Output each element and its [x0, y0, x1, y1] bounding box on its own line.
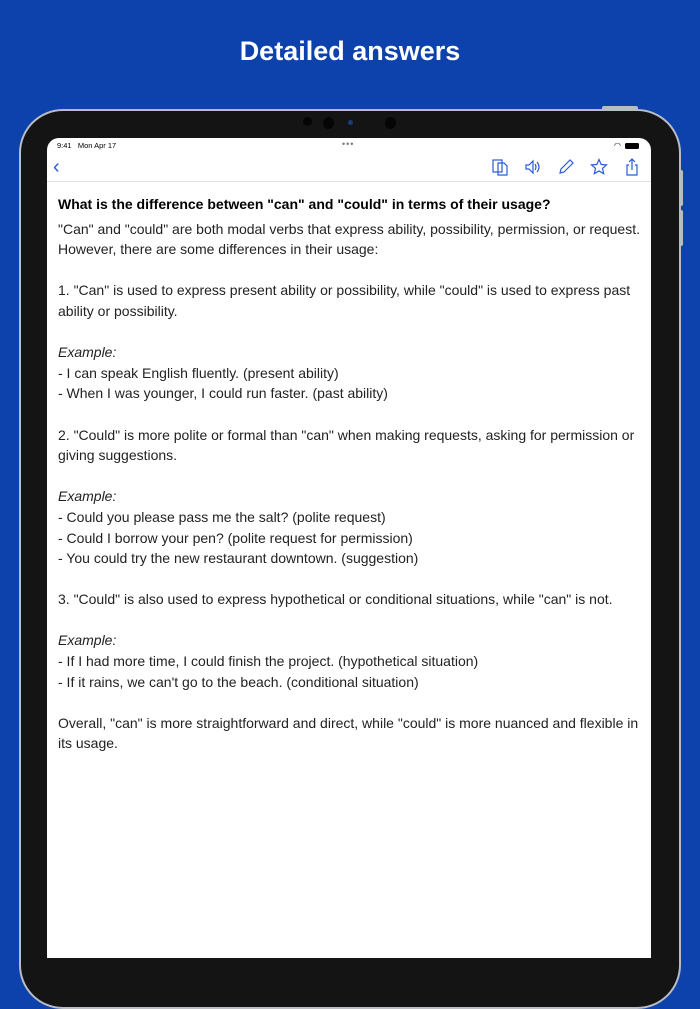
multitask-dots-icon[interactable]: ••• — [342, 139, 355, 149]
camera-sensor — [385, 117, 396, 129]
share-icon[interactable] — [623, 158, 641, 176]
speaker-icon[interactable] — [524, 158, 542, 176]
app-screen — [47, 138, 651, 958]
camera-sensor — [323, 117, 334, 129]
answer-paragraph — [58, 589, 640, 610]
camera-lens — [348, 120, 353, 125]
example-item: - You could try the new restaurant downtown. (suggestion) — [58, 550, 419, 567]
star-icon[interactable] — [590, 158, 608, 176]
example-label: Example: — [58, 488, 117, 505]
answer-paragraph — [58, 219, 640, 260]
battery-icon — [625, 143, 639, 149]
example-item: - Could you please pass me the salt? (polite request) — [58, 508, 386, 525]
question-title: What is the difference between "can" and "could" in terms of their usage? — [58, 196, 551, 212]
status-time: 9:41 — [57, 141, 72, 150]
example-item: - Could I borrow your pen? (polite request for permission) — [58, 529, 413, 546]
paragraph-text: "Can" and "could" are both modal verbs that express ability, possibility, permission, or request. However, there are some differences in their usage: — [58, 220, 640, 258]
toolbar — [47, 152, 651, 182]
example-label: Example: — [58, 632, 117, 649]
example-label: Example: — [58, 344, 117, 361]
paragraph-text: 3. "Could" is also used to express hypothetical or conditional situations, while "can" is not. — [58, 591, 613, 608]
copy-icon[interactable] — [491, 158, 509, 176]
camera-sensor — [303, 117, 312, 126]
pencil-icon[interactable] — [557, 158, 575, 176]
status-bar — [47, 138, 651, 152]
answer-content — [47, 182, 651, 754]
example-block — [58, 486, 640, 568]
answer-paragraph — [58, 425, 640, 466]
example-block — [58, 342, 640, 404]
headline: Detailed answers — [239, 36, 461, 66]
example-item: - If it rains, we can't go to the beach. (conditional situation) — [58, 673, 419, 690]
status-date: Mon Apr 17 — [77, 141, 117, 150]
example-item: - I can speak English fluently. (present ability) — [58, 364, 339, 381]
answer-paragraph — [58, 713, 640, 754]
example-item: - If I had more time, I could finish the project. (hypothetical situation) — [58, 653, 479, 670]
back-button[interactable]: ‹ — [53, 156, 60, 178]
answer-paragraph — [58, 280, 640, 321]
example-item: - When I was younger, I could run faster. (past ability) — [58, 385, 388, 402]
wifi-icon: ◠ — [614, 141, 621, 150]
paragraph-text: Overall, "can" is more straightforward and direct, while "could" is more nuanced and flexible in its usage. — [58, 714, 639, 752]
example-block — [58, 630, 640, 692]
paragraph-text: 2. "Could" is more polite or formal than "can" when making requests, asking for permission or giving suggestions. — [58, 426, 635, 464]
paragraph-text: 1. "Can" is used to express present ability or possibility, while "could" is used to express past ability or possibility. — [58, 282, 631, 319]
